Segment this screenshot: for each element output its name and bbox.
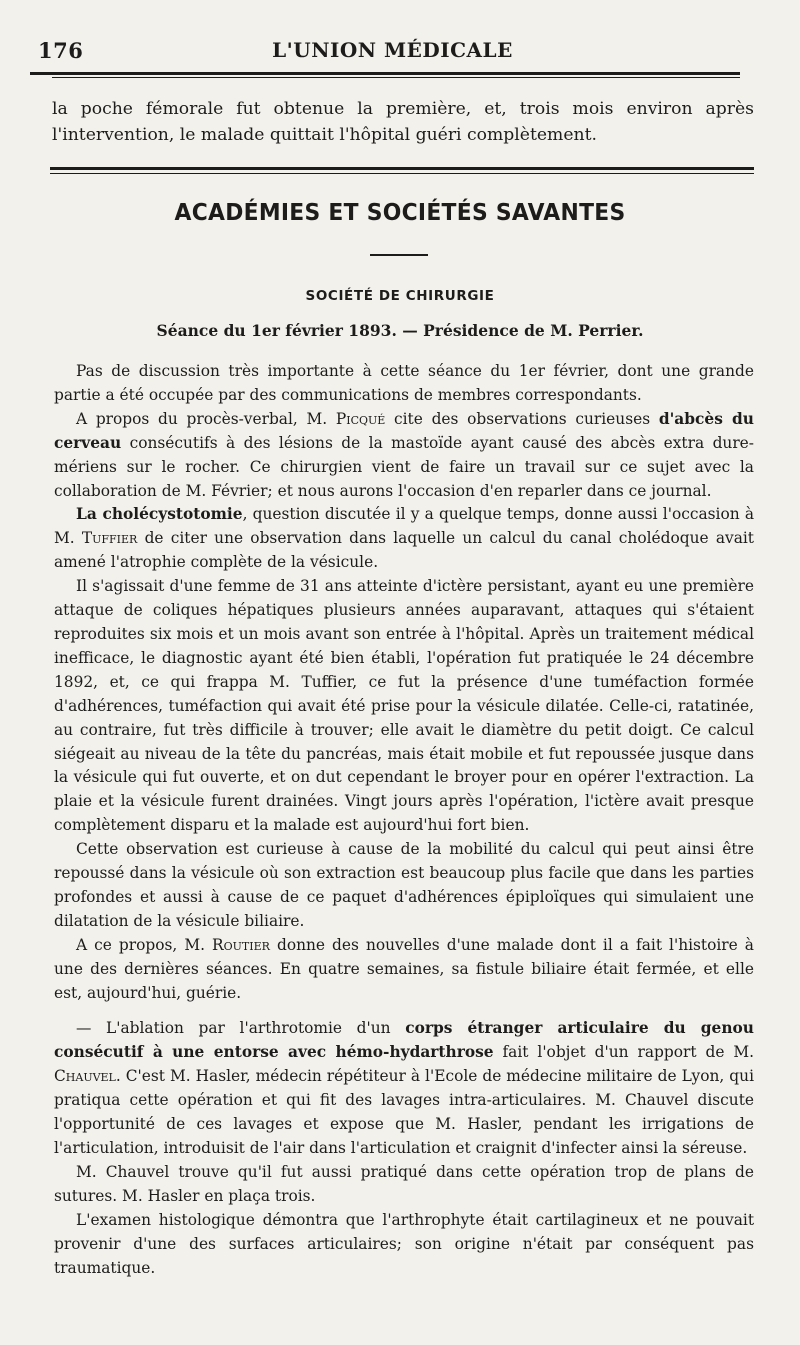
intro-paragraph: la poche fémorale fut obtenue la première, et, trois mois environ après l'intervention, le malade quittait l'hôpital guéri complètement. (52, 99, 754, 145)
page-header (30, 36, 755, 70)
section-title: ACADÉMIES ET SOCIÉTÉS SAVANTES (174, 200, 626, 226)
text-run: fait l'objet d'un rapport de M. (493, 1043, 754, 1062)
section-divider-thin (50, 173, 754, 174)
society-heading: SOCIÉTÉ DE CHIRURGIE (305, 288, 495, 304)
text-run: , question discutée il y a quelque temps, donne aussi l'occasion à M. (54, 505, 754, 548)
text-run: cite des observations curieuses (385, 409, 659, 428)
paragraph-4: Il s'agissait d'une femme de 31 ans atteinte d'ictère persistant, ayant eu une première attaque de coliques hépatiques plusieurs années auparavant, attaques qui s'étaient reproduites six mois et un mois avant son entrée à l'hôpital. Après un traitement médical inefficace, le diagnostic ayant été bien établi, l'opération fut pratiquée le 24 décembre 1892, et, ce qui frappa M. Tuffier, ce fut la présence d'une tuméfaction formée d'adhérences, tuméfaction qui avait été prise pour la vésicule dilatée. Celle-ci, ratatinée, au contraire, fut très difficile à trouver; elle avait le diamètre du petit doigt. Ce calcul siégeait au niveau de la tête du pancréas, mais était mobile et fut repoussée jusque dans la vésicule qui fut ouverte, et on dut cependant le broyer pour en opérer l'extraction. La plaie et la vésicule furent drainées. Vingt jours après l'opération, l'ictère avait presque complètement disparu et la malade est aujourd'hui fort bien. (54, 577, 754, 835)
bold-term: corps étranger articulaire du genou consécutif à une entorse avec hémo-hydarthrose (54, 1019, 754, 1062)
author-name: Tuffier (81, 529, 138, 548)
article-body (54, 360, 754, 1280)
header-rule-thin (52, 77, 740, 78)
title-underline (370, 254, 428, 256)
bold-term: La cholécystotomie (76, 505, 243, 524)
text-run: de citer une observation dans laquelle un calcul du canal cholédoque avait amené l'atrophie complète de la vésicule. (54, 529, 754, 572)
paragraph-7 (54, 1017, 754, 1160)
text-run: . C'est M. Hasler, médecin répétiteur à l'Ecole de médecine militaire de Lyon, qui pratiqua cette opération et qui fit des lavages intra-articulaires. M. Chauvel discute l'opportunité de ces lavages et expose que M. Hasler, pendant les irrigations de l'articulation, introduisit de l'air dans l'articulation et craignit d'infecter ainsi la séreuse. (54, 1067, 754, 1157)
text-run: donne des nouvelles d'une malade dont il a fait l'histoire à une des dernières séances. En quatre semaines, sa fistule biliaire était fermée, et elle est, aujourd'hui, guérie. (54, 935, 754, 1002)
section-divider (50, 167, 754, 170)
header-rule (30, 72, 740, 75)
paragraph-6 (54, 934, 754, 1006)
paragraph-8: M. Chauvel trouve qu'il fut aussi pratiqué dans cette opération trop de plans de sutures. M. Hasler en plaça trois. (54, 1162, 754, 1205)
paragraph-3 (54, 503, 754, 575)
text-run: — L'ablation par l'arthrotomie d'un (76, 1019, 406, 1038)
paragraph-9: L'examen histologique démontra que l'arthrophyte était cartilagineux et ne pouvait provenir d'une des surfaces articulaires; son origine n'était par conséquent pas traumatique. (54, 1210, 754, 1277)
paragraph-1: Pas de discussion très importante à cette séance du 1er février, dont une grande partie a été occupée par des communications de membres correspondants. (54, 362, 754, 404)
session-line: Séance du 1er février 1893. — Présidence de M. Perrier. (156, 321, 644, 340)
text-run: consécutifs à des lésions de la mastoïde ayant causé des abcès extra dure-mériens sur le rocher. Ce chirurgien vient de faire un travail sur ce sujet avec la collaboration de M. Février; et nous aurons l'occasion d'en reparler dans ce journal. (54, 433, 754, 500)
author-name: Picqué (335, 409, 386, 428)
paragraph-5: Cette observation est curieuse à cause de la mobilité du calcul qui peut ainsi être repoussé dans la vésicule où son extraction est beaucoup plus facile que dans les parties profondes et aussi à cause de ce paquet d'adhérences épiploïques qui simulaient une dilatation de la vésicule biliaire. (54, 840, 754, 930)
page-number: 176 (38, 38, 84, 63)
text-run: A propos du procès-verbal, M. (76, 409, 336, 428)
author-name: Routier (212, 935, 270, 954)
bold-term: d'abcès du cerveau (54, 409, 754, 452)
paragraph-2 (54, 408, 754, 504)
running-title: L'UNION MÉDICALE (272, 38, 513, 62)
author-name: Chauvel (54, 1067, 116, 1086)
text-run: A ce propos, M. (76, 935, 213, 954)
